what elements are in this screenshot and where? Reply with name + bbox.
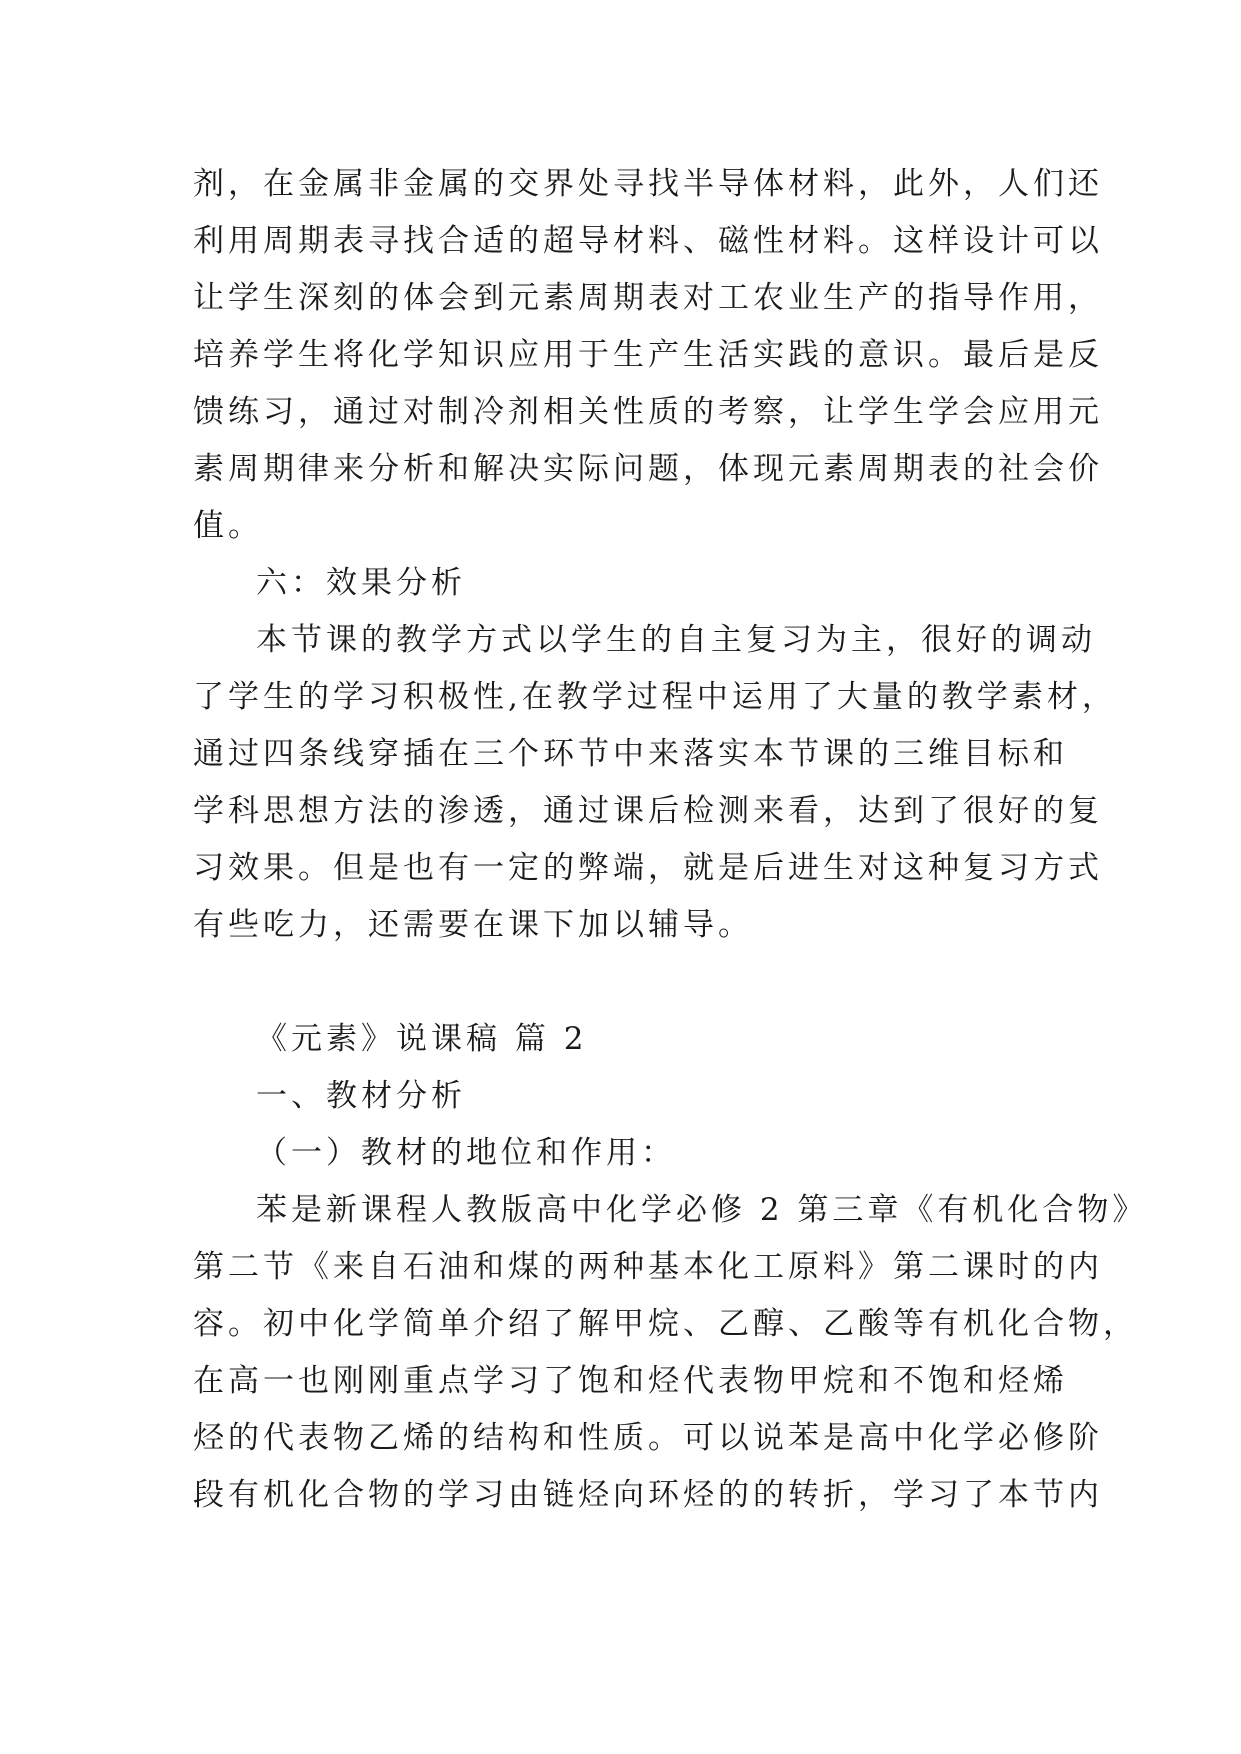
- paragraph-line: 烃的代表物乙烯的结构和性质。可以说苯是高中化学必修阶: [193, 1420, 1103, 1456]
- paragraph-line: 让学生深刻的体会到元素周期表对工农业生产的指导作用，: [193, 280, 1103, 316]
- paragraph-line: 值。: [193, 508, 263, 544]
- paragraph-line: 了学生的学习积极性,在教学过程中运用了大量的教学素材，: [193, 679, 1117, 715]
- paragraph-line: 培养学生将化学知识应用于生产生活实践的意识。最后是反: [193, 337, 1103, 373]
- paragraph-line: 学科思想方法的渗透，通过课后检测来看，达到了很好的复: [193, 793, 1103, 829]
- paragraph-line: 容。初中化学简单介绍了解甲烷、乙醇、乙酸等有机化合物，: [193, 1306, 1138, 1342]
- paragraph-line: 第二节《来自石油和煤的两种基本化工原料》第二课时的内: [193, 1249, 1103, 1285]
- section-heading: 一、教材分析: [256, 1078, 466, 1114]
- paragraph-line: 在高一也刚刚重点学习了饱和烃代表物甲烷和不饱和烃烯: [193, 1363, 1068, 1399]
- paragraph-line: 习效果。但是也有一定的弊端，就是后进生对这种复习方式: [193, 850, 1103, 886]
- section-heading: 六：效果分析: [256, 565, 466, 601]
- paragraph-line: 馈练习，通过对制冷剂相关性质的考察，让学生学会应用元: [193, 394, 1103, 430]
- paragraph-line: 有些吃力，还需要在课下加以辅导。: [193, 907, 753, 943]
- paragraph-line: 剂，在金属非金属的交界处寻找半导体材料，此外，人们还: [193, 166, 1103, 202]
- paragraph-line: 段有机化合物的学习由链烃向环烃的的转折，学习了本节内: [193, 1477, 1103, 1513]
- article-title: 《元素》说课稿 篇 2: [256, 1021, 588, 1057]
- paragraph-line: 利用周期表寻找合适的超导材料、磁性材料。这样设计可以: [193, 223, 1103, 259]
- paragraph-line: 素周期律来分析和解决实际问题，体现元素周期表的社会价: [193, 451, 1103, 487]
- subsection-heading: （一）教材的地位和作用：: [256, 1135, 676, 1171]
- paragraph-line: 通过四条线穿插在三个环节中来落实本节课的三维目标和: [193, 736, 1068, 772]
- paragraph-line: 苯是新课程人教版高中化学必修 2 第三章《有机化合物》: [256, 1192, 1148, 1228]
- paragraph-line: 本节课的教学方式以学生的自主复习为主，很好的调动: [256, 622, 1096, 658]
